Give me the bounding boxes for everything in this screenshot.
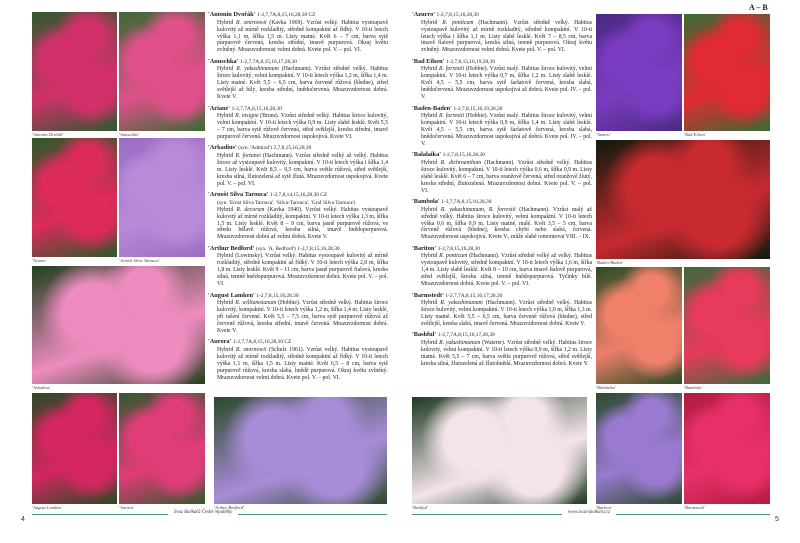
cultivar-entry <box>412 245 592 288</box>
usage-codes: 1-2,7,7A,8,15,16,17,28,30 <box>240 58 297 65</box>
flower-photo <box>596 140 770 266</box>
entry-description <box>412 160 592 195</box>
entry-description <box>208 153 388 188</box>
synonym: (syn. 'Admiral') <box>238 145 272 152</box>
footer-org: Svaz školkařů České republiky <box>168 510 238 515</box>
hybrid-label: Hybrid <box>421 300 441 307</box>
description-text: (Hachmann). Vzrůst malý až středně velký. Habitus široce kulovitý, velmi kompaktní. V 10-ti letech výška 0,6 m, šířka 0,9 m. Listy matné, malé. Květ 3,5 – 5 cm, barva červeně růžová (bledne), kresba chybí nebo slabá, červená. Mrazuvzdornost uspokojivá. Kvete V., může slabě remontovat VIII. – IX. <box>421 206 592 241</box>
entry-description <box>208 66 388 101</box>
flower-image <box>684 393 770 504</box>
description-text: (Hachmann). Vzrůst středně velký. Habitus vystoupavě kulovitý až mírně rozkladitý, středně kompaktní. V 10-ti letech výška i šířka 1,1 m. Listy slabě lesklé. Květ 7 – 8,5 cm, barva tmavě fialově purpurová, kresba silná, temně purpurová. Okraj květu zvlněný. Mrazuvzdornost velmi dobrá. Kvete pol. V. – pol. VI. <box>421 19 592 54</box>
parent-species: R. smirnowii <box>235 346 267 353</box>
entry-heading <box>208 338 388 347</box>
flower-photo <box>119 12 205 138</box>
flower-image <box>214 397 387 504</box>
parent-species: R. yakushimanum <box>439 339 481 346</box>
description-text: (Hachmann). Vzrůst středně velký. Habitus široce kulovitý, kompaktní. V 10-ti letech výška 0,6 m, šířka 0,9 m. Listy slabě lesklé. Květ 6 – 7 cm, barva oranžově červená, střed oranžově žlutý, kresba střední, žlutozelená. Mrazuvzdornost dobrá. Kvete pol. V. – pol. VI. <box>421 159 592 194</box>
hybrid-label: Hybrid <box>217 346 236 353</box>
hybrid-label: Hybrid <box>421 339 440 346</box>
cultivar-entry <box>412 151 592 194</box>
flower-image <box>119 393 205 504</box>
parent-species: R. fortunei <box>235 152 261 159</box>
cultivar-entry <box>412 58 592 101</box>
parent-species: R. decorum <box>236 206 265 213</box>
flower-image <box>32 138 117 257</box>
cultivar-name: 'Ariane' <box>208 104 231 112</box>
cultivar-entry <box>208 58 388 101</box>
cultivar-name: 'August Lamken' <box>208 291 255 299</box>
usage-codes: 1-2,7,7A,8,15,16,28,30 <box>441 199 492 205</box>
hybrid-label: Hybrid <box>421 159 441 166</box>
photo-caption: 'Azurro' <box>596 132 611 137</box>
cultivar-entry <box>208 338 388 381</box>
cultivar-name: 'Arnošt Silva Tarouca' <box>208 191 269 199</box>
flower-photo <box>32 138 117 264</box>
cultivar-entry <box>208 292 388 335</box>
entry-heading <box>412 331 592 340</box>
usage-codes: 1-2,7,8,15,16,28,30 <box>256 292 299 299</box>
entry-heading <box>208 292 388 301</box>
description-text: (Hobbie). Vzrůst středně velký. Habitus široce kulovitý, kompaktní. V 10-ti letech výška 1,2 m, šířka 1,4 m. Listy lesklé, při rašení červené. Květ 5,5 – 7,5 cm, barva sytě purpurově růžová až červeně růžová, kresba střední, tmavě červená. Mrazuvzdornost dobrá. Kvete V. <box>217 300 388 334</box>
hybrid-label: Hybrid <box>217 152 236 159</box>
photo-caption: 'Bariton' <box>596 505 613 510</box>
cultivar-entry <box>208 144 388 187</box>
flower-image <box>684 14 770 131</box>
page-number-left: 4 <box>21 516 25 523</box>
photo-caption: 'Bambola' <box>684 385 703 390</box>
usage-codes: 1-2,7,7A,8,15,16,17,28,30 <box>445 292 503 299</box>
cultivar-entry <box>208 105 388 141</box>
flower-image <box>412 397 587 504</box>
usage-codes: 1-2,7,8,15,16,19,28,30 <box>453 105 503 112</box>
cultivar-entry <box>208 11 388 54</box>
flower-photo <box>596 267 682 391</box>
cultivar-name: 'Bambola' <box>412 198 440 205</box>
usage-codes: 1-2,7,8,15,16,28,30 <box>437 245 480 252</box>
entry-description <box>412 207 592 242</box>
photo-caption: 'Antonín Dvořák' <box>32 132 64 137</box>
entry-heading <box>208 11 388 20</box>
hybrid-label: Hybrid <box>217 19 236 26</box>
description-text: (Lowinsky). Vzrůst velký. Habitus vystoupavě kulovitý až mírně rozkladitý, středně kompaktní až řídký. V 10-ti letech výška 2,0 m, šířka 1,8 m. Listy lesklé. Květ 9 – 11 cm, barva jasně purpurově fialová, kresba silná, temně hnědopurpurová. Mrazuvzdornost dobrá. Kvete pol. V. – pol. VI. <box>217 253 388 288</box>
cultivar-name: 'Arthur Bedford' <box>208 244 255 252</box>
parent-species: R. williamsianum <box>235 300 277 307</box>
entry-heading <box>412 105 592 114</box>
parent-species: R. insigne <box>235 113 259 120</box>
flower-photo <box>32 12 117 138</box>
left-text-column <box>208 11 388 396</box>
cultivar-entry <box>208 245 388 288</box>
usage-codes: 2,7,8,15,16,28,30 <box>273 145 312 152</box>
photo-caption: 'Arthur Bedford' <box>214 505 244 510</box>
flower-photo <box>684 393 770 511</box>
entry-description <box>412 253 592 288</box>
parent-species: R. smirnowii <box>235 19 267 26</box>
flower-image <box>684 267 770 384</box>
cultivar-name: 'Bariton' <box>412 244 437 252</box>
photo-caption: 'Arkadius' <box>32 385 51 390</box>
usage-codes: 1-2,7,7A,8,15,16,28,30 <box>231 105 282 112</box>
usage-codes: 1-2,7,8,15,16,28,30 <box>436 12 479 18</box>
entry-description <box>412 66 592 101</box>
parent-species: R. yakushimanum <box>440 300 483 307</box>
cultivar-name: 'Baden-Baden' <box>412 104 452 112</box>
entry-description <box>412 113 592 148</box>
cultivar-entry <box>412 11 592 54</box>
description-text: (Bruns). Vzrůst středně velký. Habitus široce kulovitý, velmi kompaktní. V 10-ti letech výška 0,9 m. Listy slabě lesklé. Květ 5,5 – 7 cm, barva sytě růžově červená, střed světlejší, kresba střední, tmavě purpurově červená. Mrazuvzdornost uspokojivá. Kvete VI. <box>217 113 388 140</box>
flower-photo <box>119 393 205 511</box>
cultivar-name: 'Barmstedt' <box>412 291 444 299</box>
cultivar-entry <box>412 331 592 367</box>
cultivar-name: 'Anuschka' <box>208 57 239 65</box>
flower-photo <box>684 267 770 391</box>
page-number-right: 5 <box>775 516 779 523</box>
parent-species: R. ponticum <box>439 253 468 260</box>
hybrid-label: Hybrid <box>217 300 236 307</box>
photo-caption: 'Baden-Baden' <box>596 260 623 265</box>
hybrid-label: Hybrid <box>217 253 234 260</box>
flower-image <box>32 266 205 384</box>
flower-image <box>596 393 682 504</box>
entry-heading <box>208 191 388 200</box>
entry-description <box>208 253 388 288</box>
photo-caption: 'Anuschka' <box>119 132 139 137</box>
entry-description <box>412 20 592 55</box>
description-text: (Schulz 1961). Vzrůst velký. Habitus vystoupavě kulovitý až mírně rozkladitý, středně kompaktní až řídký. V 10-ti letech výška 1,1 m, šířka 1,5 m. Listy matné. Květ 6,5 – 8 cm, barva sytě purpurově růžová, kresba slabá, hnědě purpurová. Okraj květu zvlněný. Mrazuvzdornost velmi dobrá. Kvete pol. V. – pol. VI. <box>217 346 388 381</box>
parent-species: R. dichroanthum <box>440 159 482 166</box>
parent-species: R. forrestii <box>439 66 465 73</box>
photo-caption: 'Bad Eilsen' <box>684 132 706 137</box>
entry-heading <box>208 105 388 114</box>
usage-codes: 1-2,7,8,15,16,28,30 <box>297 245 340 252</box>
entry-heading <box>412 198 592 207</box>
flower-photo <box>596 14 682 138</box>
cultivar-name: 'Bashful' <box>412 331 437 339</box>
photo-caption: 'Barmstedt' <box>684 505 705 510</box>
cultivar-name: 'Arkadius' <box>208 144 237 152</box>
hybrid-label: Hybrid <box>421 113 440 120</box>
parent-species: R. yakushimanum, R. forrestii <box>440 206 516 213</box>
flower-photo <box>32 393 117 511</box>
cultivar-name: 'Bad Eilsen' <box>412 57 445 65</box>
entry-heading <box>208 144 388 153</box>
synonym: (syn. 'A. Bedford') <box>255 245 296 252</box>
description-text: (Hachmann). Vzrůst středně velký. Habitus široce kulovitý, velmi kompaktní. V 10-ti letech výška 1,2 m, šířka 1,4 m. Listy matné. Květ 5,5 – 6,5 cm, barva červeně růžová (bledne), střed světlejší až bílý, kresba střední, hnědočervená. Mrazuvzdornost dobrá. Kvete V. <box>217 66 388 101</box>
flower-photo <box>32 266 205 391</box>
cultivar-name: 'Antonín Dvořák' <box>208 11 256 18</box>
flower-image <box>32 12 117 131</box>
hybrid-label: Hybrid <box>217 66 237 73</box>
flower-image <box>596 267 682 384</box>
flower-image <box>119 138 205 257</box>
cultivar-name: 'Balalaika' <box>412 151 442 159</box>
cultivar-entry <box>412 292 592 328</box>
flower-photo <box>214 397 387 511</box>
entry-heading <box>412 151 592 160</box>
parent-species: R. yakushimanum <box>236 66 279 73</box>
usage-codes: 1-2,7,8,14,15,16,28,30 CZ <box>270 192 328 199</box>
flower-photo <box>596 393 682 511</box>
usage-codes: 1-2,7,7A,8,15,16,17,28,30 <box>437 332 495 339</box>
flower-image <box>596 140 770 259</box>
hybrid-label: Hybrid <box>421 19 443 26</box>
cultivar-entry <box>412 198 592 241</box>
parent-species: R. ponticum <box>442 19 474 26</box>
hybrid-label: Hybrid <box>217 206 237 213</box>
usage-codes: 1-2,7,7A,8,15,16,28,30 CZ <box>232 339 292 346</box>
flower-image <box>32 393 117 504</box>
description-text: (Kavka 1969). Vzrůst velký. Habitus vystoupavě kulovitý až mírně rozkladitý, středně kompaktní až řídký. V 10-ti letech výška 1,1 m, šířka 1,5 m. Listy matné. Květ 6 – 7 cm, barva sytě purpurově červená, kresba střední, tmavě purpurová. Okraj květu zvlněný. Mrazuvzdornost velmi dobrá. Kvete pol. V. – pol. VI. <box>217 19 388 54</box>
hybrid-label: Hybrid <box>421 66 440 73</box>
right-text-column <box>412 11 592 396</box>
photo-caption: 'Aurora' <box>119 505 135 510</box>
description-text: (Hobbie). Vzrůst malý. Habitus široce kulovitý, velmi kompaktní. V 10-ti letech výška 0,9 m, šířka 1,4 m. Listy slabě lesklé. Květ 4,5 – 5,5 cm, barva sytě šarlatově červená, kresba slabá, hnědočervená. Mrazuvzdornost uspokojivá až dobrá. Kvete pol. IV. – pol. V. <box>421 113 592 147</box>
description-text: (Kavka 1940). Vzrůst velký. Habitus vystoupavě kulovitý až mírně rozkladitý, kompaktní. V 10-ti letech výška 1,3 m, šířka 1,5 m. Listy lesklé. Květ 8 – 9 cm, barva jasně purpurově růžová, ve středu bělavě růžová, kresba silná, tmavě hnědopurpurová. Mrazuvzdornost dobrá až velmi dobrá. Kvete V. <box>217 206 388 241</box>
entry-description <box>412 300 592 328</box>
entry-description <box>208 347 388 382</box>
cultivar-name: 'Aurora' <box>208 338 232 346</box>
usage-codes: 1-2,7,8,15,16,19,28,30 <box>445 58 495 65</box>
entry-description <box>208 20 388 55</box>
synonym-line: (syn. 'Ernst Silva Tarouca', 'Silva-Tarouca', 'Graf Silva Tarouca') <box>217 199 356 206</box>
entry-heading <box>412 11 592 20</box>
description-text: (Hachmann). Vzrůst středně velký až velký. Habitus vystoupavě kulovitý, středně kompaktní. V 10-ti letech výška 1,6 m, šířka 1,4 m. Listy slabě lesklé. Květ 8 – 10 cm, barva tmavě fialově purpurová, střed světlejší, kresba silná, temně hnědopurpurová. Tyčinky bílé. Mrazuvzdornost dobrá. Kvete pol. V. – pol. VI. <box>421 253 592 288</box>
usage-codes: 1-2,7,8,15,16,28,30 <box>442 152 485 159</box>
cultivar-name: 'Azurro' <box>412 11 435 18</box>
photo-caption: 'Arnošt Silva Tarouca' <box>119 258 160 263</box>
photo-caption: 'Balalaika' <box>596 385 616 390</box>
parent-species: R. forrestii <box>439 113 465 120</box>
entry-description <box>412 340 592 368</box>
flower-photo <box>684 14 770 138</box>
entry-description <box>208 300 388 335</box>
photo-caption: 'Bashful' <box>412 505 429 510</box>
entry-description <box>208 113 388 141</box>
section-label: A – B <box>749 3 768 12</box>
entry-description <box>208 207 388 242</box>
description-text: (Hachmann). Vzrůst středně velký až velký. Habitus široce až vystoupavě kulovitý, kompaktní. V 10-ti letech výška i šířka 1,4 m. Listy lesklé. Květ 8,5 – 9,5 cm, barva světle růžová, střed světlejší, kresba silná, žlutozelená až sytě žlutá. Mrazuvzdornost uspokojivá. Kvete pol. V. – pol. VI. <box>217 152 388 187</box>
description-text: (Hobbie). Vzrůst malý. Habitus široce kulovitý, velmi kompaktní. V 10-ti letech výška 0,7 m, šířka 1,2 m. Listy slabě lesklé. Květ 4,5 – 5,5 cm, barva sytě šarlatově červená, kresba slabá, hnědočervená. Mrazuvzdornost uspokojivá až dobrá. Kvete pol. IV. – pol. V. <box>421 66 592 101</box>
hybrid-label: Hybrid <box>421 206 441 213</box>
description-text: (Waterer). Vzrůst středně velký. Habitus široce kulovitý, velmi kompaktní. V 10-ti letech výška 0,9 m, šířka 1,2 m. Listy matné. Květ 5,5 – 7 cm, barva světle purpurově růžová, střed světlejší, kresba silná, žlutozelená až žlutohnědá. Mrazuvzdornost dobrá. Kvete V. <box>421 339 592 367</box>
flower-image <box>119 12 205 131</box>
footer-url: www.svaz-skolkaru.cz <box>562 510 616 515</box>
usage-codes: 1-2,7,7A,8,15,16,28,30 CZ <box>257 12 316 18</box>
flower-photo <box>119 138 205 264</box>
hybrid-label: Hybrid <box>217 113 236 120</box>
description-text: (Hachmann). Vzrůst středně velký. Habitus široce kulovitý, velmi kompaktní. V 10-ti letech výška 1,0 m, šířka 1,3 m. Listy matné. Květ 5,5 – 6,5 cm, barva červeně růžová (bledne), střed světlejší, kresba slabá, tmavě červená. Mrazuvzdornost dobrá. Kvete V. <box>421 300 592 327</box>
cultivar-entry <box>208 191 388 241</box>
flower-photo <box>412 397 587 511</box>
photo-caption: 'Ariane' <box>32 258 47 263</box>
entry-heading <box>412 292 592 301</box>
hybrid-label: Hybrid <box>421 253 440 260</box>
cultivar-entry <box>412 105 592 148</box>
flower-image <box>596 14 682 131</box>
photo-caption: 'August Lamken' <box>32 505 63 510</box>
